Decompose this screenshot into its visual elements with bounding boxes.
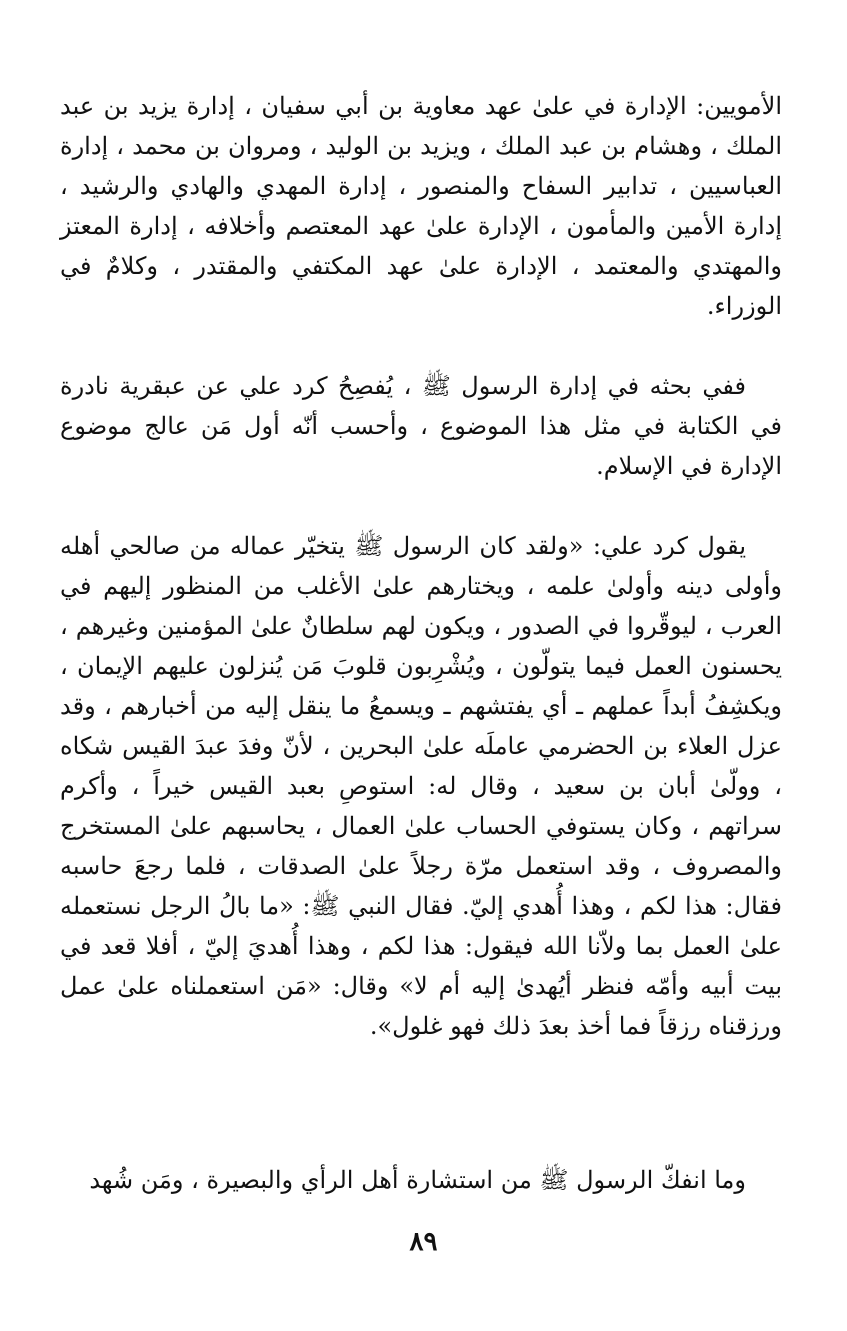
paragraph-prophet-administration: [60, 366, 782, 486]
paragraph-text: الأمويين: الإدارة في علىٰ عهد معاوية بن أبي سفيان ، إدارة يزيد بن عبد الملك ، وهشام بن عبد الملك ، ويزيد بن الوليد ، ومروان بن محمد ، إدارة العباسيين ، تدابير السفاح والمنصور ، إدارة المهدي والهادي والرشيد ، إدارة الأمين والمأمون ، الإدارة علىٰ عهد المعتصم وأخلافه ، إدارة المعتز والمهتدي والمعتمد ، الإدارة علىٰ عهد المكتفي والمقتدر ، وكلامٌ في الوزراء.: [60, 92, 782, 320]
page-number: ٨٩: [409, 1227, 438, 1257]
paragraph-kurd-ali-quote: [60, 526, 782, 1046]
paragraph-consultation: [60, 1160, 782, 1200]
paragraph-text: وما انفكّ الرسول ﷺ من استشارة أهل الرأي والبصيرة ، ومَن شُهد: [89, 1166, 746, 1194]
paragraph-text: ففي بحثه في إدارة الرسول ﷺ ، يُفصِحُ كرد علي عن عبقرية نادرة في الكتابة في مثل هذا الموضوع ، وأحسب أنّه أول مَن عالج موضوع الإدارة في الإسلام.: [60, 372, 782, 480]
paragraph-text: يقول كرد علي: «ولقد كان الرسول ﷺ يتخيّر عماله من صالحي أهله وأولى دينه وأولىٰ علمه ، ويختارهم علىٰ الأغلب من المنظور إليهم في العرب ، ليوقّروا في الصدور ، ويكون لهم سلطانٌ علىٰ المؤمنين وغيرهم ، يحسنون العمل فيما يتولّون ، ويُشْرِبون قلوبَ مَن يُنزلون عليهم الإيمان ، ويكشِفُ أبداً عملهم ـ أي يفتشهم ـ ويسمعُ ما ينقل إليه من أخبارهم ، وقد عزل العلاء بن الحضرمي عاملَه علىٰ البحرين ، لأنّ وفدَ عبدَ القيس شكاه ، وولّىٰ أبان بن سعيد ، وقال له: استوصِ بعبد القيس خيراً ، وأكرم سراتهم ، وكان يستوفي الحساب علىٰ العمال ، يحاسبهم علىٰ المستخرج والمصروف ، وقد استعمل مرّة رجلاً علىٰ الصدقات ، فلما رجعَ حاسبه فقال: هذا لكم ، وهذا أُهدي إليّ. فقال النبي ﷺ: «ما بالُ الرجل نستعمله علىٰ العمل بما ولاّنا الله فيقول: هذا لكم ، وهذا أُهديَ إليّ ، أفلا قعد في بيت أبيه وأمّه فنظر أيُهدىٰ إليه أم لا» وقال: «مَن استعملناه علىٰ عمل ورزقناه رزقاً فما أخذ بعدَ ذلك فهو غلول».: [60, 532, 783, 1040]
paragraph-umayyad-administration: [60, 86, 782, 326]
